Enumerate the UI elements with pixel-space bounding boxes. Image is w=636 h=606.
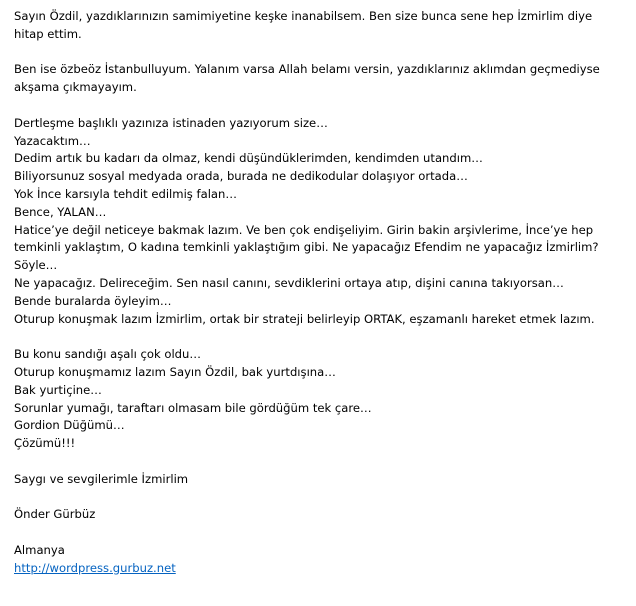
- text-line: Hatice’ye değil neticeye bakmak lazım. Ve ben çok endişeliyim. Girin bakin arşivlerime, İnce’ye hep: [14, 222, 594, 237]
- website-link[interactable]: http://wordpress.gurbuz.net: [14, 560, 176, 575]
- text-line: Bak yurtiçine…: [14, 382, 102, 397]
- text-line: akşama çıkmayayım.: [14, 80, 137, 95]
- text-line: Biliyorsunuz sosyal medyada orada, burada ne dedikodular dolaşıyor ortada…: [14, 169, 468, 184]
- text-line: Oturup konuşmamız lazım Sayın Özdil, bak yurtdışına…: [14, 364, 336, 379]
- paragraph-gap: [14, 489, 626, 507]
- closing-line: Saygı ve sevgilerimle İzmirlim: [14, 471, 189, 486]
- text-line: Yazacaktım…: [14, 133, 91, 148]
- paragraph-intro: [14, 8, 626, 44]
- paragraph-gap: [14, 44, 626, 62]
- text-line: Oturup konuşmak lazım İzmirlim, ortak bir strateji belirleyip ORTAK, eşzamanlı hareket etmek lazım.: [14, 311, 595, 326]
- text-line: Dertleşme başlıklı yazınıza istinaden yazıyorum size…: [14, 115, 328, 130]
- paragraph-gordion: [14, 346, 626, 453]
- text-line: Sayın Özdil, yazdıklarınızın samimiyetine keşke inanabilsem. Ben size bunca sene hep İzmirlim diye: [14, 9, 593, 23]
- paragraph-istanbul: [14, 61, 626, 97]
- paragraph-dertlesme: [14, 115, 626, 329]
- text-line: temkinli yaklaştım, O kadına temkinli yaklaştığım gibi. Ne yapacağız Efendim ne yapacağız İzmirlim?: [14, 240, 599, 255]
- signature-name: Önder Gürbüz: [14, 507, 96, 522]
- document-body: [14, 8, 626, 578]
- text-line: hitap ettim.: [14, 26, 82, 41]
- text-line: Söyle…: [14, 258, 58, 273]
- paragraph-location: [14, 542, 626, 578]
- text-line: Bence, YALAN…: [14, 204, 107, 219]
- text-line: Ben ise özbeöz İstanbulluyum. Yalanım varsa Allah belamı versin, yazdıklarınız aklımdan geçmediyse: [14, 62, 600, 77]
- text-line: Bu konu sandığı aşalı çok oldu…: [14, 347, 201, 362]
- text-line: Yok İnce karsıyla tehdit edilmiş falan…: [14, 186, 237, 201]
- paragraph-gap: [14, 524, 626, 542]
- text-line: Çözümü!!!: [14, 436, 76, 451]
- paragraph-signature: [14, 506, 626, 524]
- text-line: Dedim artık bu kadarı da olmaz, kendi düşündüklerimden, kendimden utandım…: [14, 151, 483, 166]
- paragraph-closing: [14, 471, 626, 489]
- paragraph-gap: [14, 97, 626, 115]
- text-line: Gordion Düğümü…: [14, 418, 125, 433]
- location-text: Almanya: [14, 542, 65, 557]
- paragraph-gap: [14, 453, 626, 471]
- text-line: Ne yapacağız. Delireceğim. Sen nasıl canını, sevdiklerini ortaya atıp, dişini canına takıyorsan…: [14, 275, 564, 290]
- text-line: Bende buralarda öyleyim…: [14, 293, 172, 308]
- paragraph-gap: [14, 328, 626, 346]
- text-line: Sorunlar yumağı, taraftarı olmasam bile gördüğüm tek çare…: [14, 400, 372, 415]
